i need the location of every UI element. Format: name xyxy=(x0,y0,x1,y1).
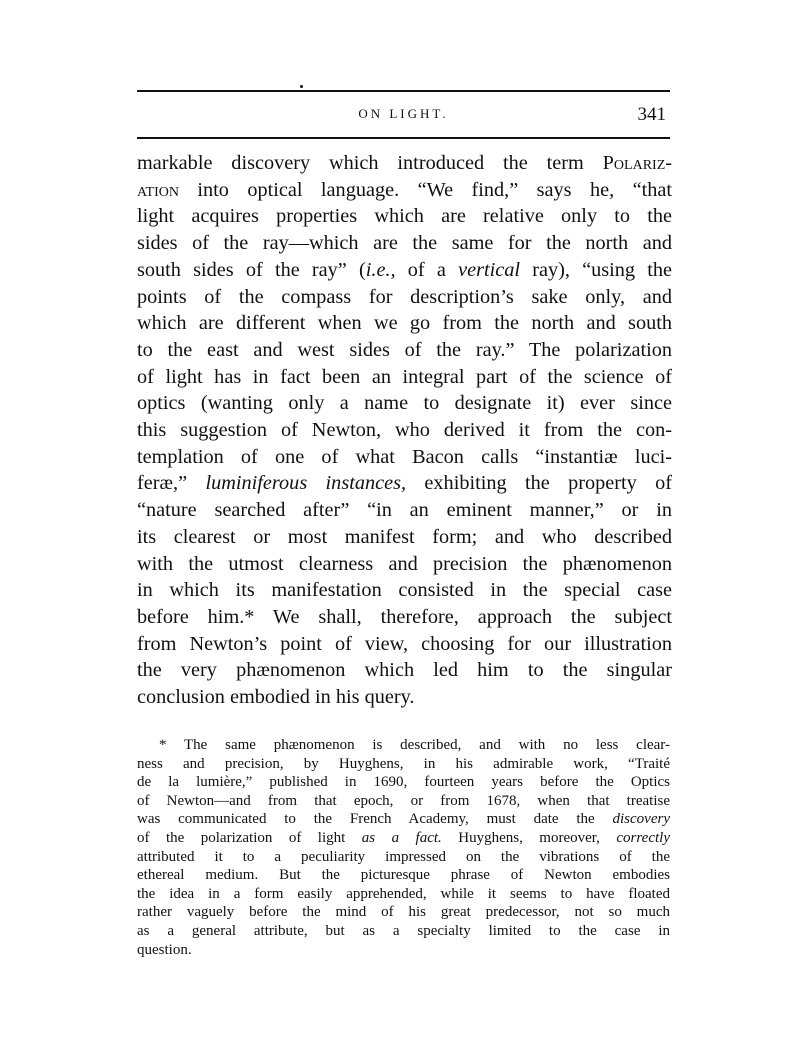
italic-phrase: i.e., xyxy=(365,258,396,281)
top-rule xyxy=(137,90,670,92)
body-line: this suggestion of Newton, who derived it from the con- xyxy=(137,419,672,442)
italic-phrase: correctly xyxy=(616,829,670,846)
body-line: to the east and west sides of the ray.” The polarization xyxy=(137,338,672,361)
footnote-line: de la lumière,” published in 1690, fourteen years before the Optics xyxy=(137,774,670,791)
body-line: markable discovery which introduced the term Polariz- xyxy=(137,152,672,174)
footnote-line: rather vaguely before the mind of his great predecessor, not so much xyxy=(137,904,670,921)
footnote-line: * The same phænomenon is described, and with no less clear- xyxy=(159,737,670,753)
body-line: points of the compass for description’s sake only, and xyxy=(137,285,672,308)
footnote-line: ethereal medium. But the picturesque phrase of Newton embodies xyxy=(137,867,670,884)
body-line: which are different when we go from the north and south xyxy=(137,312,672,335)
body-line: of light has in fact been an integral part of the science of xyxy=(137,365,672,388)
footnote-line: attributed it to a peculiarity impressed on the vibrations of the xyxy=(137,848,670,865)
small-caps-term: Polariz- xyxy=(602,152,672,174)
body-line: optics (wanting only a name to designate it) ever since xyxy=(137,392,672,415)
footnote-line: question. xyxy=(137,941,192,958)
body-line: templation of one of what Bacon calls “instantiæ luci- xyxy=(137,445,672,468)
body-line: conclusion embodied in his query. xyxy=(137,686,415,709)
footnote-line: the idea in a form easily apprehended, while it seems to have floated xyxy=(137,885,670,902)
page-number: 341 xyxy=(637,104,666,125)
small-caps-term: ation xyxy=(137,178,179,201)
footnote-line: of Newton—and from that epoch, or from 1678, when that treatise xyxy=(137,792,670,809)
footnote-line: was communicated to the French Academy, must date the discovery xyxy=(137,811,670,828)
body-line: sides of the ray—which are the same for the north and xyxy=(137,232,672,255)
body-line: south sides of the ray” (i.e., of a vertical ray), “using the xyxy=(137,258,673,281)
running-title: ON LIGHT. xyxy=(358,106,449,121)
italic-phrase: discovery xyxy=(612,811,670,828)
body-line: from Newton’s point of view, choosing for our illustration xyxy=(137,632,672,655)
body-line: its clearest or most manifest form; and who described xyxy=(137,525,672,548)
body-line: before him.* We shall, therefore, approach the subject xyxy=(137,605,672,628)
footnote-line: of the polarization of light as a fact. Huyghens, moreover, correctly xyxy=(137,829,670,846)
italic-phrase: luminiferous instances, xyxy=(205,472,407,495)
footnote xyxy=(137,736,670,959)
italic-phrase: as a fact. xyxy=(361,829,442,846)
italic-phrase: vertical xyxy=(458,258,521,281)
footnote-line: as a general attribute, but as a specialty limited to the case in xyxy=(137,922,670,939)
footnote-line: ness and precision, by Huyghens, in his admirable work, “Traité xyxy=(137,755,670,772)
body-line: light acquires properties which are relative only to the xyxy=(137,205,672,228)
body-line: ation into optical language. “We find,” says he, “that xyxy=(137,178,672,201)
header-rule xyxy=(137,137,670,139)
body-line: with the utmost clearness and precision the phænomenon xyxy=(137,552,672,575)
running-head xyxy=(137,100,670,130)
body-line: “nature searched after” “in an eminent manner,” or in xyxy=(137,499,672,522)
body-line: in which its manifestation consisted in the special case xyxy=(137,579,672,602)
top-rule-mark xyxy=(300,85,303,88)
body-line: the very phænomenon which led him to the singular xyxy=(137,659,672,682)
body-text xyxy=(137,150,672,711)
body-line: feræ,” luminiferous instances, exhibiting the property of xyxy=(137,472,672,495)
